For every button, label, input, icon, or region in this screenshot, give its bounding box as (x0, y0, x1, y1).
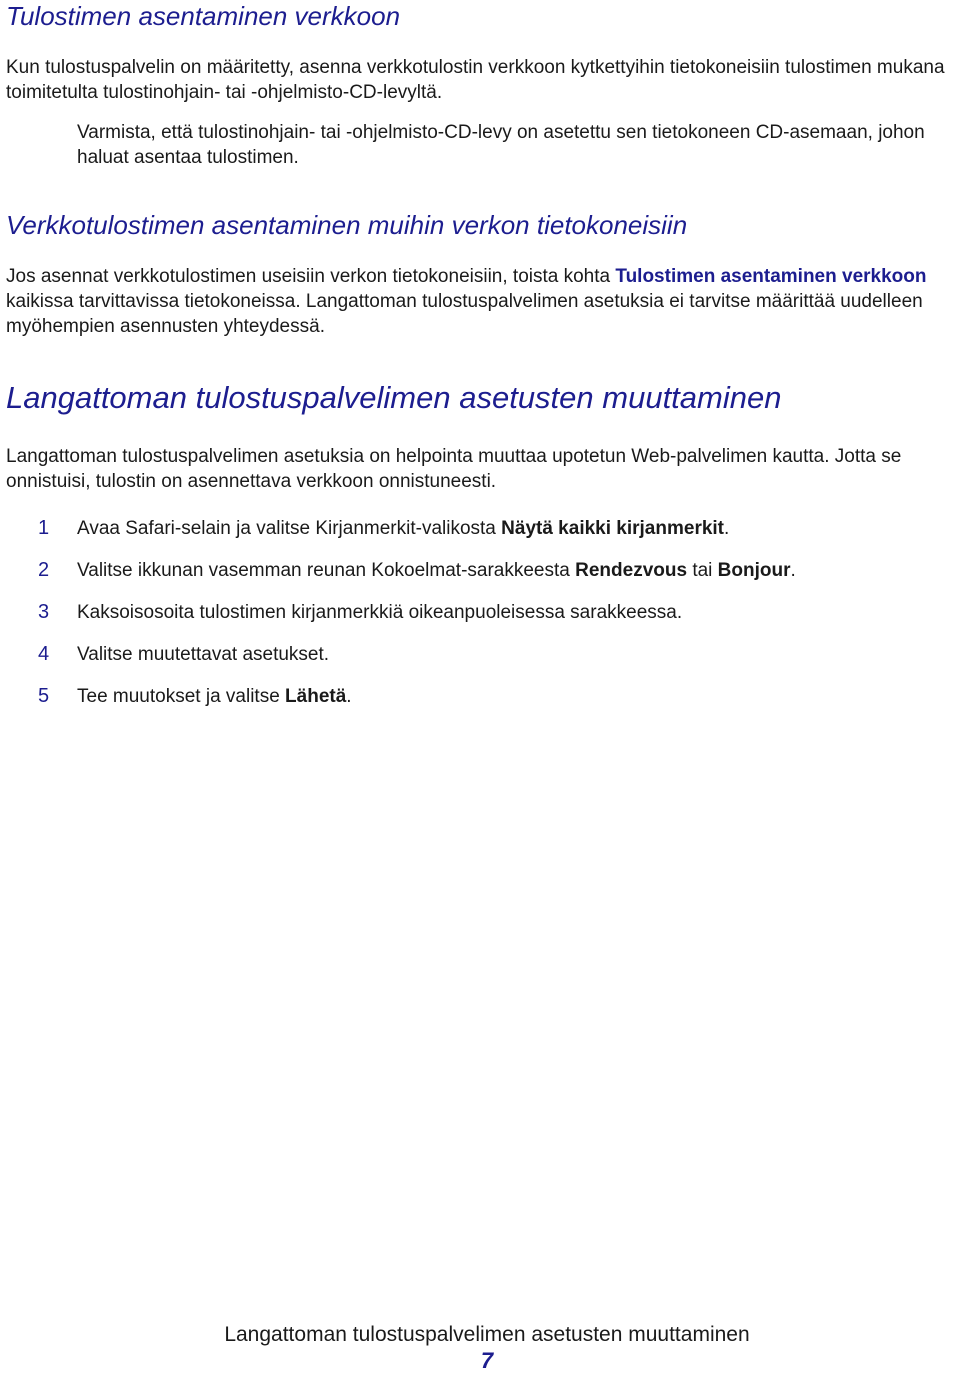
step-text (77, 684, 352, 709)
step-item (0, 598, 960, 640)
section-title-change-settings: Langattoman tulostuspalvelimen asetusten muuttaminen (6, 380, 782, 415)
step-text-end: . (724, 518, 730, 539)
section-title-install: Tulostimen asentaminen verkkoon (6, 1, 401, 31)
install-section-link[interactable]: Tulostimen asentaminen verkkoon (615, 266, 927, 287)
install-intro-paragraph: Kun tulostuspalvelin on määritetty, asenna verkkotulostin verkkoon kytkettyihin tietokoneisiin tulostimen mukana toimitetulta tulostinohjain- tai -ohjelmisto-CD-levyltä. (6, 57, 945, 103)
step-item (0, 556, 960, 598)
step-text-bold: Rendezvous (575, 560, 688, 581)
step-text: Kaksoisosoita tulostimen kirjanmerkkiä oikeanpuoleisessa sarakkeessa. (77, 602, 683, 623)
change-settings-intro-paragraph: Langattoman tulostuspalvelimen asetuksia on helpointa muuttaa upotetun Web-palvelimen kautta. Jotta se onnistuisi, tulostin on asennettava verkkoon onnistuneesti. (6, 446, 902, 492)
step-text-plain: Tee muutokset ja valitse (77, 686, 286, 707)
step-text-bold: Lähetä (285, 686, 347, 707)
step-text-end: . (790, 560, 796, 581)
install-note-paragraph: Varmista, että tulostinohjain- tai -ohjelmisto-CD-levy on asetettu sen tietokoneen CD-asemaan, johon haluat asentaa tulostimen. (77, 122, 925, 168)
step-text-bold: Näytä kaikki kirjanmerkit (501, 518, 725, 539)
step-number: 2 (38, 559, 50, 581)
step-item (0, 640, 960, 682)
section-title-other-computers: Verkkotulostimen asentaminen muihin verkon tietokoneisiin (6, 210, 688, 240)
steps-list (0, 514, 960, 724)
step-number: 4 (38, 643, 50, 665)
other-computers-text-after: kaikissa tarvittavissa tietokoneissa. Langattoman tulostuspalvelimen asetuksia ei tarvitse määrittää uudelleen myöhempien asennusten yhteydessä. (6, 291, 923, 337)
step-text: Valitse muutettavat asetukset. (77, 644, 330, 665)
step-text (77, 516, 729, 541)
step-text-middle: tai (687, 560, 718, 581)
page-number: 7 (480, 1348, 494, 1373)
other-computers-paragraph (6, 264, 958, 339)
other-computers-text-before: Jos asennat verkkotulostimen useisiin verkon tietokoneisiin, toista kohta (6, 266, 616, 287)
step-item (0, 514, 960, 556)
step-item (0, 682, 960, 724)
step-number: 1 (38, 517, 50, 539)
step-text-end: . (346, 686, 352, 707)
step-text-plain: Avaa Safari-selain ja valitse Kirjanmerkit-valikosta (77, 518, 502, 539)
step-text-plain: Valitse ikkunan vasemman reunan Kokoelmat-sarakkeesta (77, 560, 576, 581)
step-text-bold-second: Bonjour (717, 560, 791, 581)
step-number: 5 (38, 685, 50, 707)
step-text (77, 558, 796, 583)
footer-section-title: Langattoman tulostuspalvelimen asetusten muuttaminen (224, 1323, 750, 1346)
step-number: 3 (38, 601, 50, 623)
